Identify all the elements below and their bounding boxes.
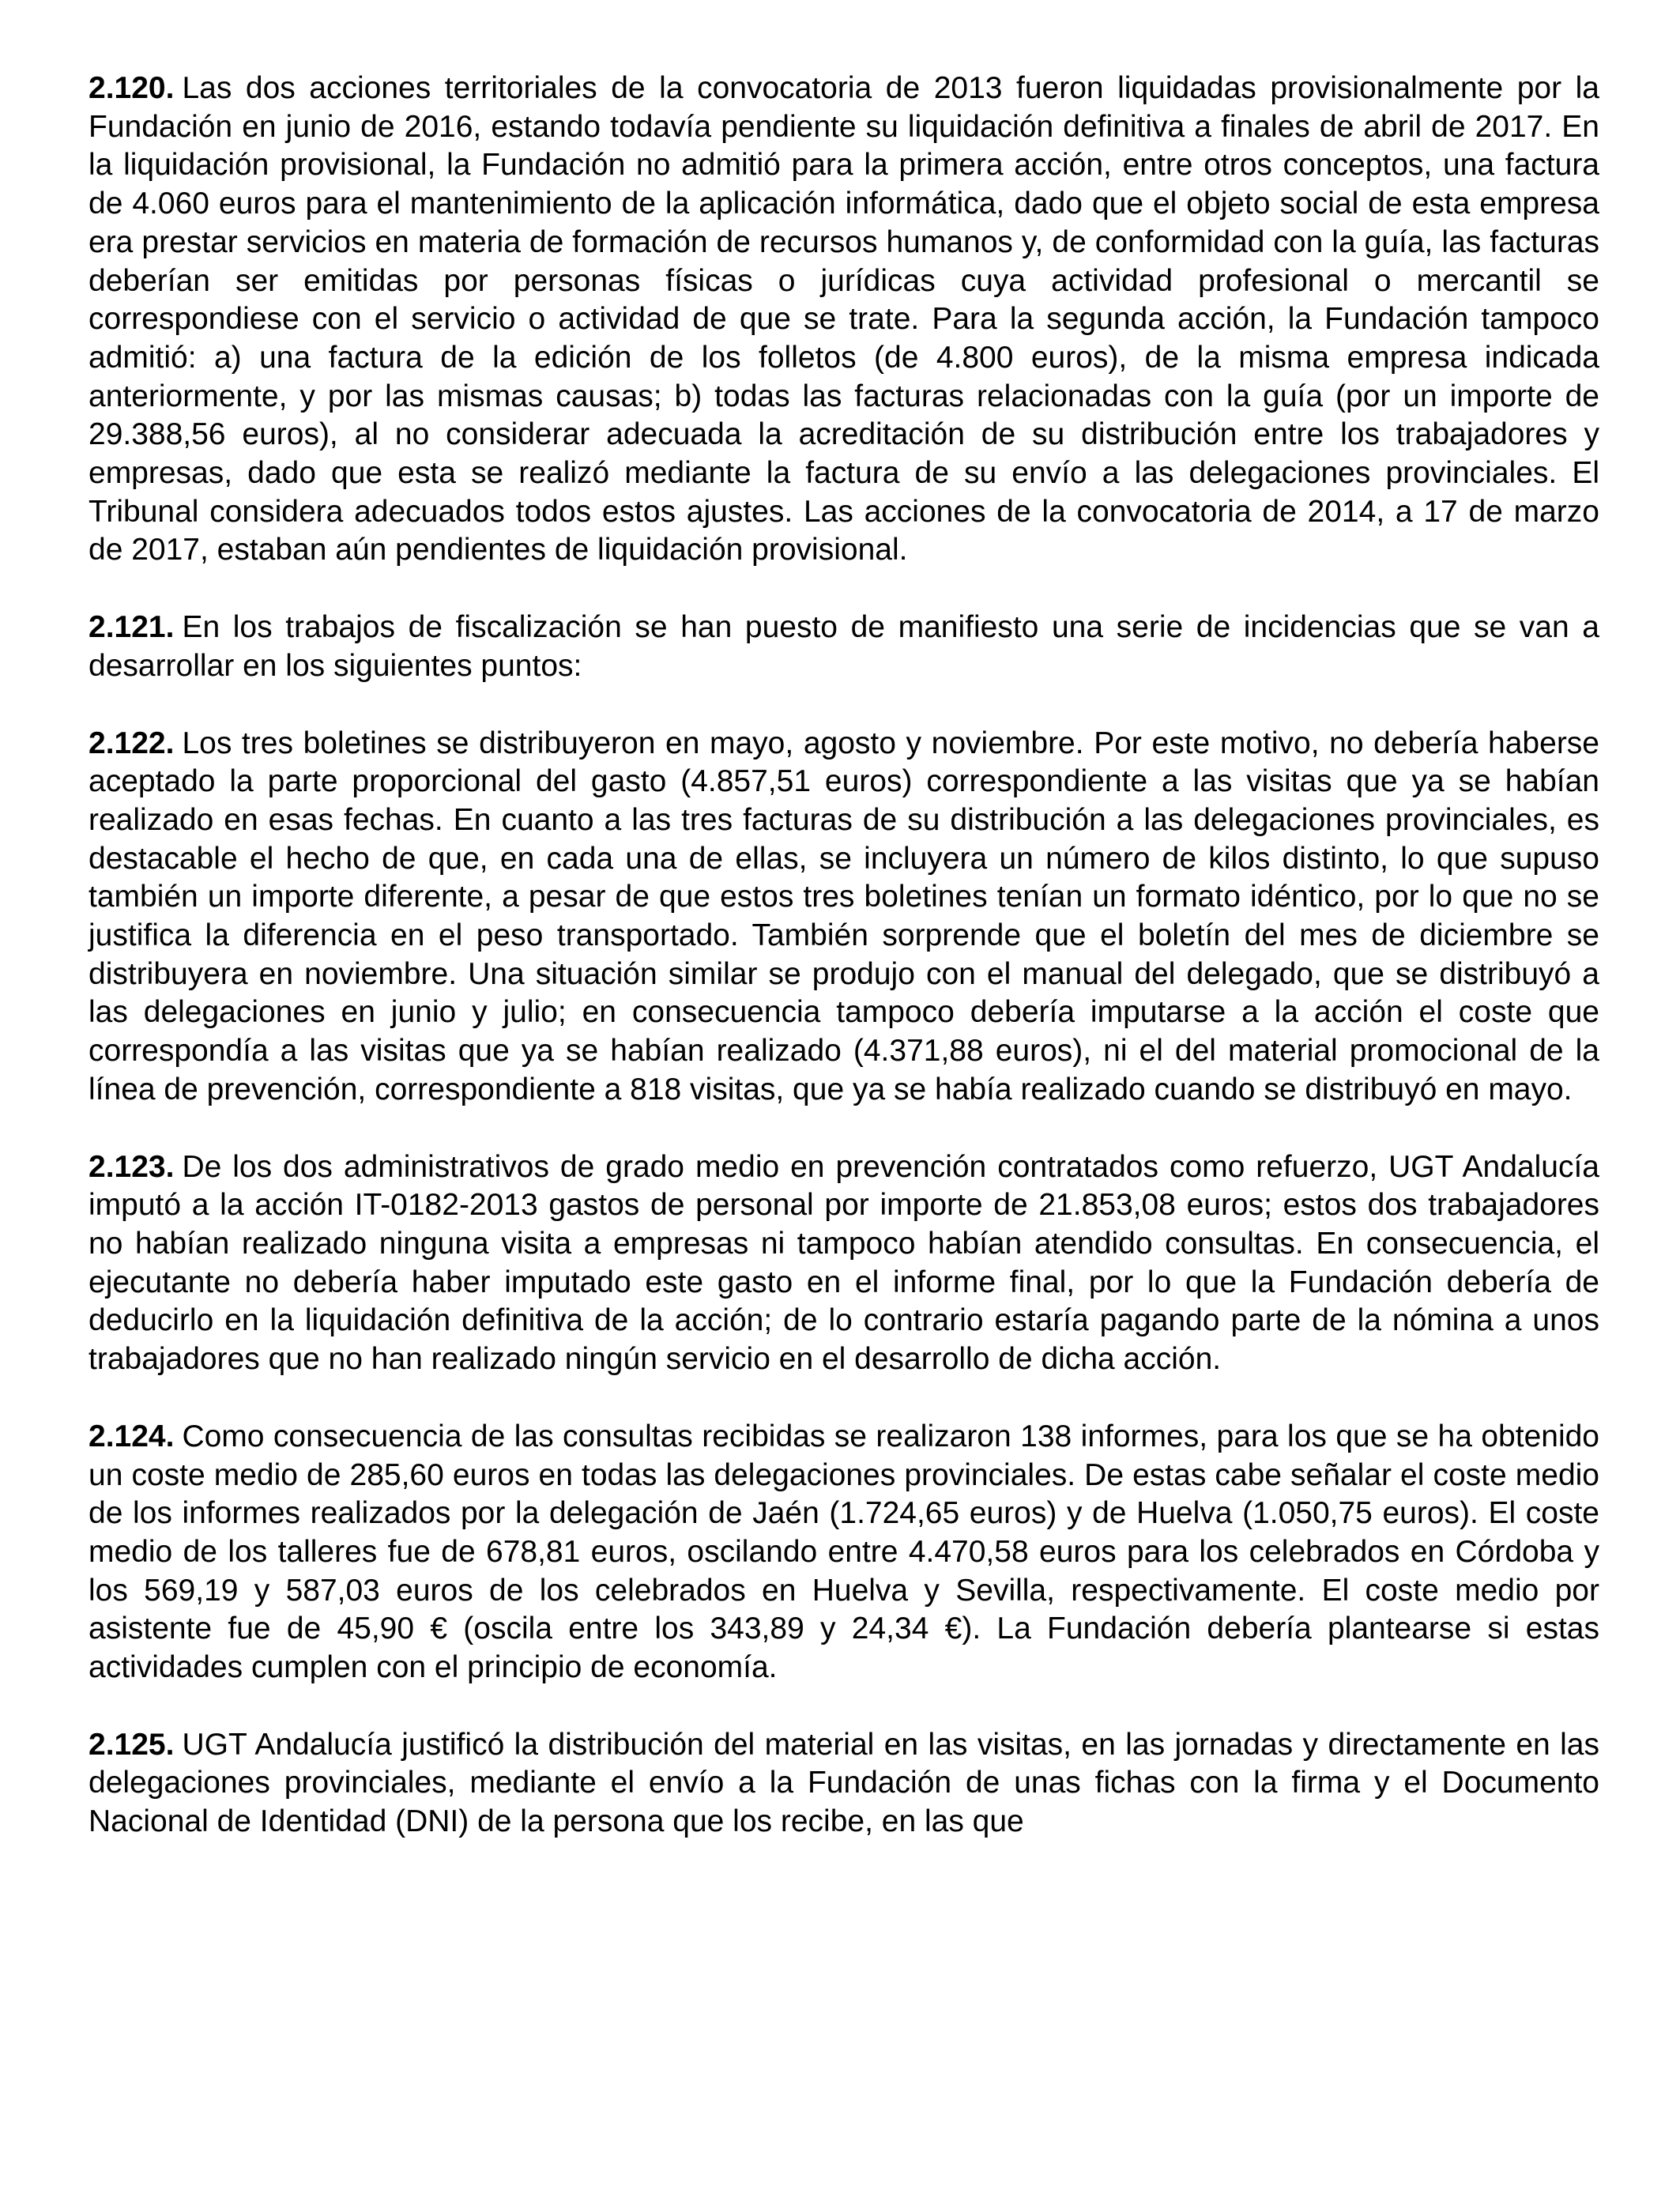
paragraph-number: 2.120. [89, 71, 175, 105]
paragraph-text: Las dos acciones territoriales de la convocatoria de 2013 fueron liquidadas provisionalmente por la Fundación en junio de 2016, estando todavía pendiente su liquidación definitiva a finales de abril de 2017. En la liquidación provisional, la Fundación no admitió para la primera acción, entre otros conceptos, una factura de 4.060 euros para el mantenimiento de la aplicación informática, dado que el objeto social de esta empresa era prestar servicios en materia de formación de recursos humanos y, de conformidad con la guía, las facturas deberían ser emitidas por personas físicas o jurídicas cuya actividad profesional o mercantil se correspondiese con el servicio o actividad de que se trate. Para la segunda acción, la Fundación tampoco admitió: a) una factura de la edición de los folletos (de 4.800 euros), de la misma empresa indicada anteriormente, y por las mismas causas; b) todas las facturas relacionadas con la guía (por un importe de 29.388,56 euros), al no considerar adecuada la acreditación de su distribución entre los trabajadores y empresas, dado que esta se realizó mediante la factura de su envío a las delegaciones provinciales. El Tribunal considera adecuados todos estos ajustes. Las acciones de la convocatoria de 2014, a 17 de marzo de 2017, estaban aún pendientes de liquidación provisional. [89, 71, 1599, 567]
paragraph-text: De los dos administrativos de grado medio en prevención contratados como refuerzo, UGT Andalucía imputó a la acción IT-0182-2013 gastos de personal por importe de 21.853,08 euros; estos dos trabajadores no habían realizado ninguna visita a empresas ni tampoco habían atendido consultas. En consecuencia, el ejecutante no debería haber imputado este gasto en el informe final, por lo que la Fundación debería de deducirlo en la liquidación definitiva de la acción; de lo contrario estaría pagando parte de la nómina a unos trabajadores que no han realizado ningún servicio en el desarrollo de dicha acción. [89, 1149, 1599, 1377]
paragraph-text: En los trabajos de fiscalización se han puesto de manifiesto una serie de incidencias que se van a desarrollar en los siguientes puntos: [89, 610, 1599, 683]
paragraph-number: 2.122. [89, 726, 175, 760]
paragraph-number: 2.121. [89, 610, 175, 645]
paragraph-text: Los tres boletines se distribuyeron en mayo, agosto y noviembre. Por este motivo, no debería haberse aceptado la parte proporcional del gasto (4.857,51 euros) correspondiente a las visitas que ya se habían realizado en esas fechas. En cuanto a las tres facturas de su distribución a las delegaciones provinciales, es destacable el hecho de que, en cada una de ellas, se incluyera un número de kilos distinto, lo que supuso también un importe diferente, a pesar de que estos tres boletines tenían un formato idéntico, por lo que no se justifica la diferencia en el peso transportado. También sorprende que el boletín del mes de diciembre se distribuyera en noviembre. Una situación similar se produjo con el manual del delegado, que se distribuyó a las delegaciones en junio y julio; en consecuencia tampoco debería imputarse a la acción el coste que correspondía a las visitas que ya se habían realizado (4.371,88 euros), ni el del material promocional de la línea de prevención, correspondiente a 818 visitas, que ya se había realizado cuando se distribuyó en mayo. [89, 726, 1599, 1106]
paragraph-number: 2.125. [89, 1727, 175, 1762]
paragraph-number: 2.123. [89, 1149, 175, 1184]
paragraph-text: UGT Andalucía justificó la distribución del material en las visitas, en las jornadas y directamente en las delegaciones provinciales, mediante el envío a la Fundación de unas fichas con la firma y el Documento Nacional de Identidad (DNI) de la persona que los recibe, en las que [89, 1727, 1599, 1839]
paragraph-2-124 [89, 1418, 1599, 1687]
paragraph-2-125 [89, 1726, 1599, 1842]
paragraph-2-123 [89, 1148, 1599, 1379]
paragraph-2-122 [89, 725, 1599, 1110]
paragraph-2-121 [89, 609, 1599, 685]
paragraph-2-120 [89, 70, 1599, 570]
paragraph-number: 2.124. [89, 1419, 175, 1453]
paragraph-text: Como consecuencia de las consultas recibidas se realizaron 138 informes, para los que se ha obtenido un coste medio de 285,60 euros en todas las delegaciones provinciales. De estas cabe señalar el coste medio de los informes realizados por la delegación de Jaén (1.724,65 euros) y de Huelva (1.050,75 euros). El coste medio de los talleres fue de 678,81 euros, oscilando entre 4.470,58 euros para los celebrados en Córdoba y los 569,19 y 587,03 euros de los celebrados en Huelva y Sevilla, respectivamente. El coste medio por asistente fue de 45,90 € (oscila entre los 343,89 y 24,34 €). La Fundación debería plantearse si estas actividades cumplen con el principio de economía. [89, 1419, 1599, 1685]
document-page [89, 70, 1599, 1880]
